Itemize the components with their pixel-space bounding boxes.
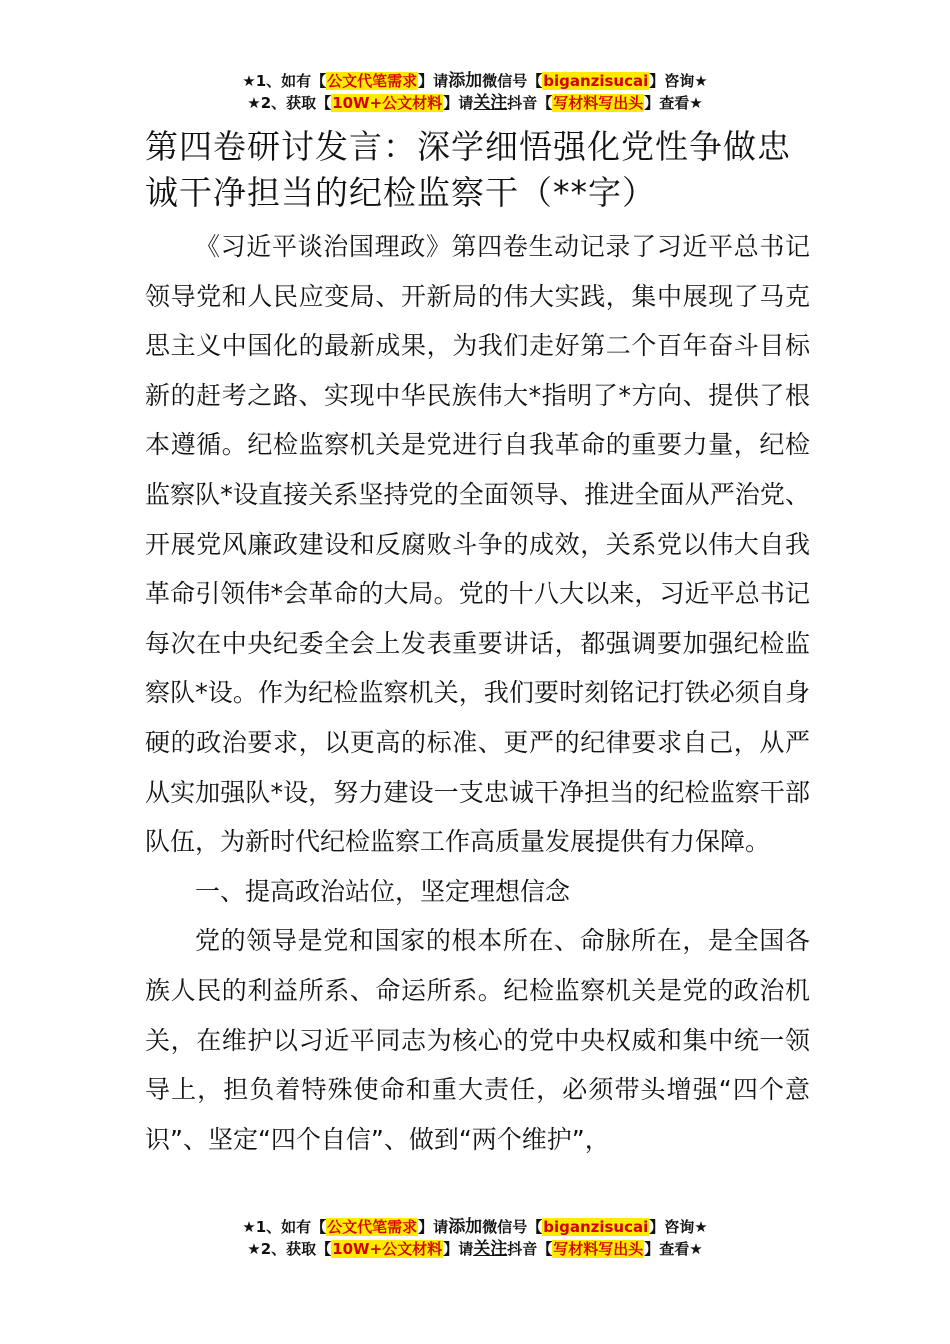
body-paragraph: 党的领导是党和国家的根本所在、命脉所在，是全国各族人民的利益所系、命运所系。纪检监察机关是党的政治机关，在维护以习近平同志为核心的党中央权威和集中统一领导上，担负着特殊使命和重大责任，必须带头增强“四个意识”、坚定“四个自信”、做到“两个维护”， (145, 926, 810, 1154)
promo-line-1 (0, 1216, 950, 1238)
promo-wechat-id: biganzisucai (543, 1218, 649, 1236)
promo-douyin-id: 写材料写出头 (553, 1240, 644, 1258)
promo-highlight: 10W+公文材料 (332, 1240, 443, 1258)
promo-text: 】请 (443, 94, 474, 112)
section-heading: 一、提高政治站位，坚定理想信念 (195, 876, 571, 906)
promo-text: ★2、获取【 (247, 94, 332, 112)
promo-highlight: 公文代笔需求 (327, 72, 418, 90)
promo-highlight: 10W+公文材料 (332, 94, 443, 112)
promo-text: 】请 (443, 1240, 474, 1258)
promo-wechat-id: biganzisucai (543, 72, 649, 90)
promo-douyin-id: 写材料写出头 (553, 94, 644, 112)
promo-text: 】咨询★ (649, 1218, 708, 1236)
top-promo-banner (0, 70, 950, 114)
promo-highlight: 公文代笔需求 (327, 1218, 418, 1236)
promo-line-2 (0, 92, 950, 114)
promo-text: ★2、获取【 (247, 1240, 332, 1258)
promo-text: 】查看★ (644, 1240, 703, 1258)
promo-line-2 (0, 1238, 950, 1260)
promo-text: 】请 (418, 72, 449, 90)
promo-text: 微信号【 (482, 1218, 543, 1236)
promo-emphasis: 关注 (473, 93, 508, 113)
promo-text: 】咨询★ (649, 72, 708, 90)
promo-text: 抖音【 (507, 1240, 553, 1258)
promo-line-1 (0, 70, 950, 92)
promo-text: 微信号【 (482, 72, 543, 90)
promo-emphasis: 添加 (448, 71, 483, 91)
document-body (145, 222, 810, 1164)
body-paragraph: 《习近平谈治国理政》第四卷生动记录了习近平总书记领导党和人民应变局、开新局的伟大实践，集中展现了马克思主义中国化的最新成果，为我们走好第二个百年奋斗目标新的赶考之路、实现中华民族伟大*指明了*方向、提供了根本遵循。纪检监察机关是党进行自我革命的重要力量，纪检监察队*设直接关系坚持党的全面领导、推进全面从严治党、开展党风廉政建设和反腐败斗争的成效，关系党以伟大自我革命引领伟*会革命的大局。党的十八大以来，习近平总书记每次在中央纪委全会上发表重要讲话，都强调要加强纪检监察队*设。作为纪检监察机关，我们要时刻铭记打铁必须自身硬的政治要求，以更高的标准、更严的纪律要求自己，从严从实加强队*设，努力建设一支忠诚干净担当的纪检监察干部队伍，为新时代纪检监察工作高质量发展提供有力保障。 (145, 232, 810, 857)
promo-text: 】请 (418, 1218, 449, 1236)
promo-text: 抖音【 (507, 94, 553, 112)
promo-emphasis: 关注 (473, 1239, 508, 1259)
promo-text: 】查看★ (644, 94, 703, 112)
promo-text: ★1、如有【 (242, 72, 327, 90)
document-title: 第四卷研讨发言：深学细悟强化党性争做忠诚干净担当的纪检监察干（**字） (145, 127, 791, 212)
bottom-promo-banner (0, 1216, 950, 1260)
promo-emphasis: 添加 (448, 1217, 483, 1237)
promo-text: ★1、如有【 (242, 1218, 327, 1236)
